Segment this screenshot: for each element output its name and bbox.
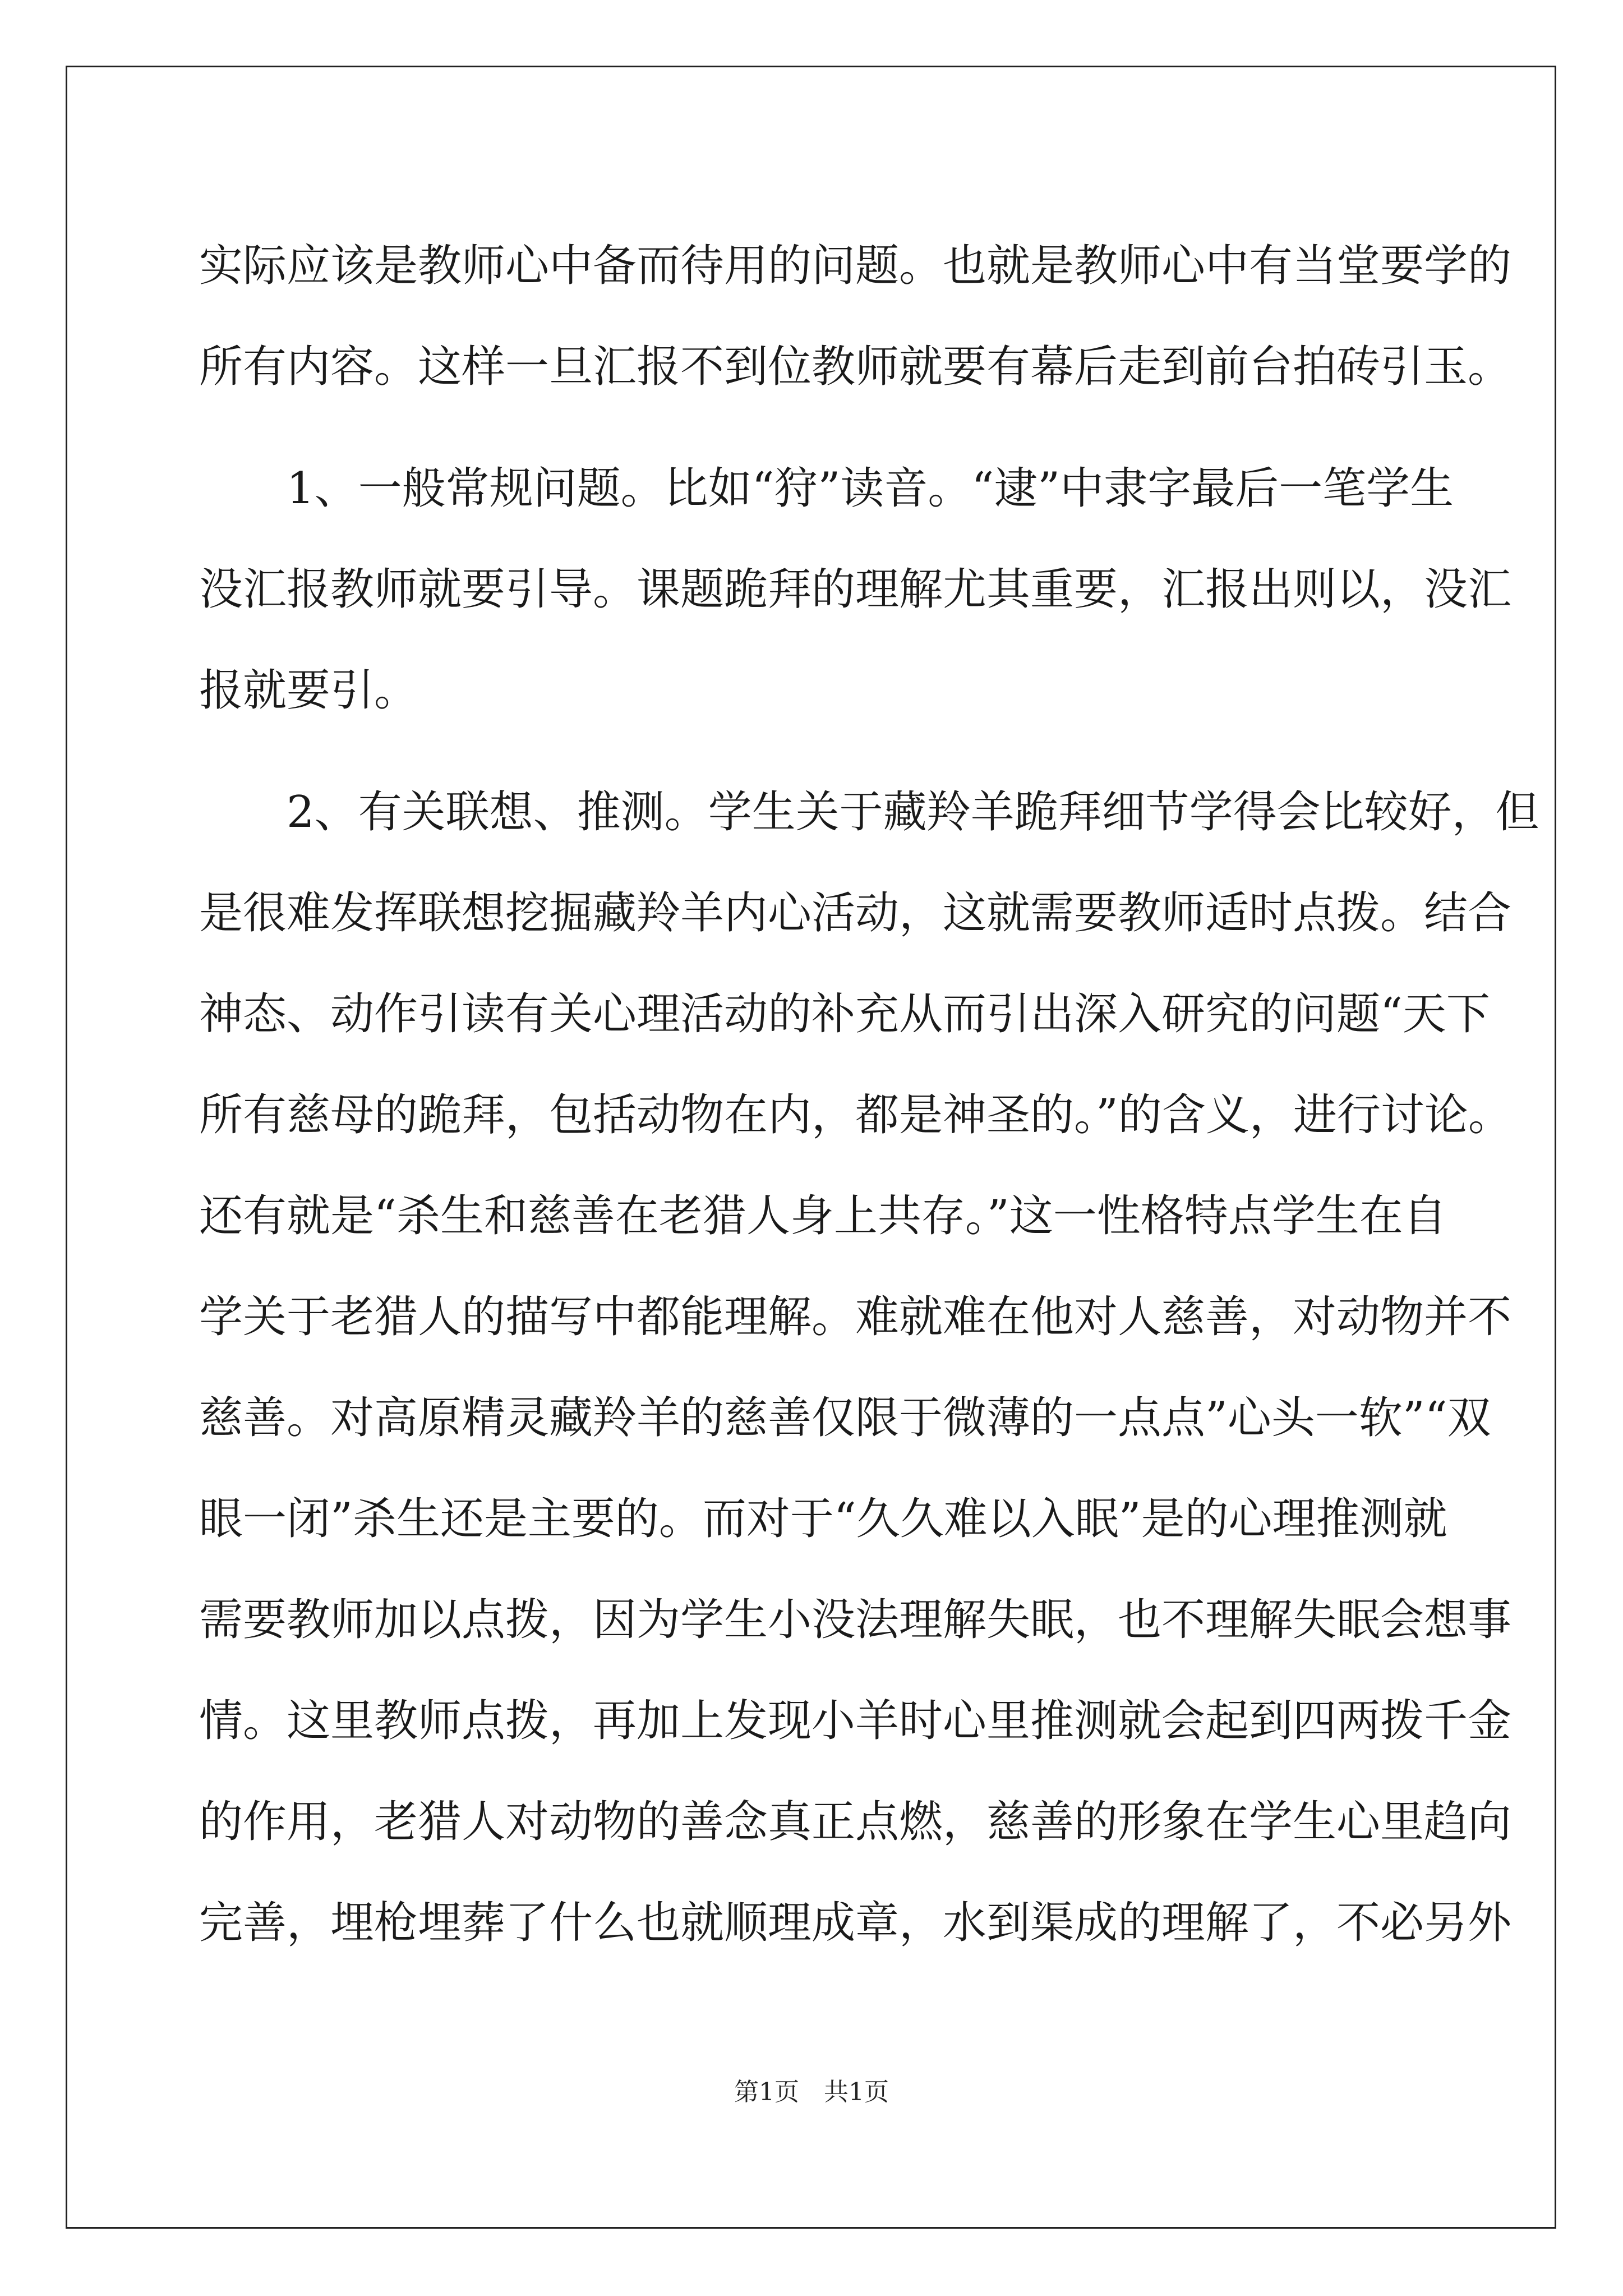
text-line: 是很难发挥联想挖掘藏羚羊内心活动，这就需要教师适时点拨。结合 — [199, 888, 1512, 938]
text-line: 1、一般常规问题。比如“狩”读音。“逮”中隶字最后一笔学生 — [199, 463, 1454, 514]
text-line: 还有就是“杀生和慈善在老猎人身上共存。”这一性格特点学生在自 — [199, 1191, 1447, 1241]
text-line: 神态、动作引读有关心理活动的补充从而引出深入研究的问题“天下 — [199, 989, 1490, 1039]
text-line: 报就要引。 — [199, 665, 418, 716]
text-line: 所有慈母的跪拜，包括动物在内，都是神圣的。”的含义，进行讨论。 — [199, 1090, 1512, 1140]
text-line: 慈善。对高原精灵藏羚羊的慈善仅限于微薄的一点点”心头一软”“双 — [199, 1393, 1491, 1443]
text-line: 所有内容。这样一旦汇报不到位教师就要有幕后走到前台拍砖引玉。 — [199, 342, 1512, 392]
text-line: 学关于老猎人的描写中都能理解。难就难在他对人慈善，对动物并不 — [199, 1292, 1512, 1342]
text-line: 完善，埋枪埋葬了什么也就顺理成章，水到渠成的理解了，不必另外 — [199, 1898, 1512, 1948]
text-line: 眼一闭”杀生还是主要的。而对于“久久难以入眠”是的心理推测就 — [199, 1494, 1447, 1544]
text-line: 情。这里教师点拨，再加上发现小羊时心里推测就会起到四两拨千金 — [199, 1696, 1512, 1746]
text-line: 实际应该是教师心中备而待用的问题。也就是教师心中有当堂要学的 — [199, 241, 1512, 291]
text-line: 的作用，老猎人对动物的善念真正点燃，慈善的形象在学生心里趋向 — [199, 1797, 1512, 1847]
text-line: 没汇报教师就要引导。课题跪拜的理解尤其重要，汇报出则以，没汇 — [199, 564, 1512, 615]
text-line: 需要教师加以点拨，因为学生小没法理解失眠，也不理解失眠会想事 — [199, 1595, 1512, 1645]
text-line: 2、有关联想、推测。学生关于藏羚羊跪拜细节学得会比较好，但 — [199, 787, 1539, 838]
page-footer: 第1页 共1页 — [734, 2078, 889, 2106]
document-body — [199, 215, 1539, 1973]
